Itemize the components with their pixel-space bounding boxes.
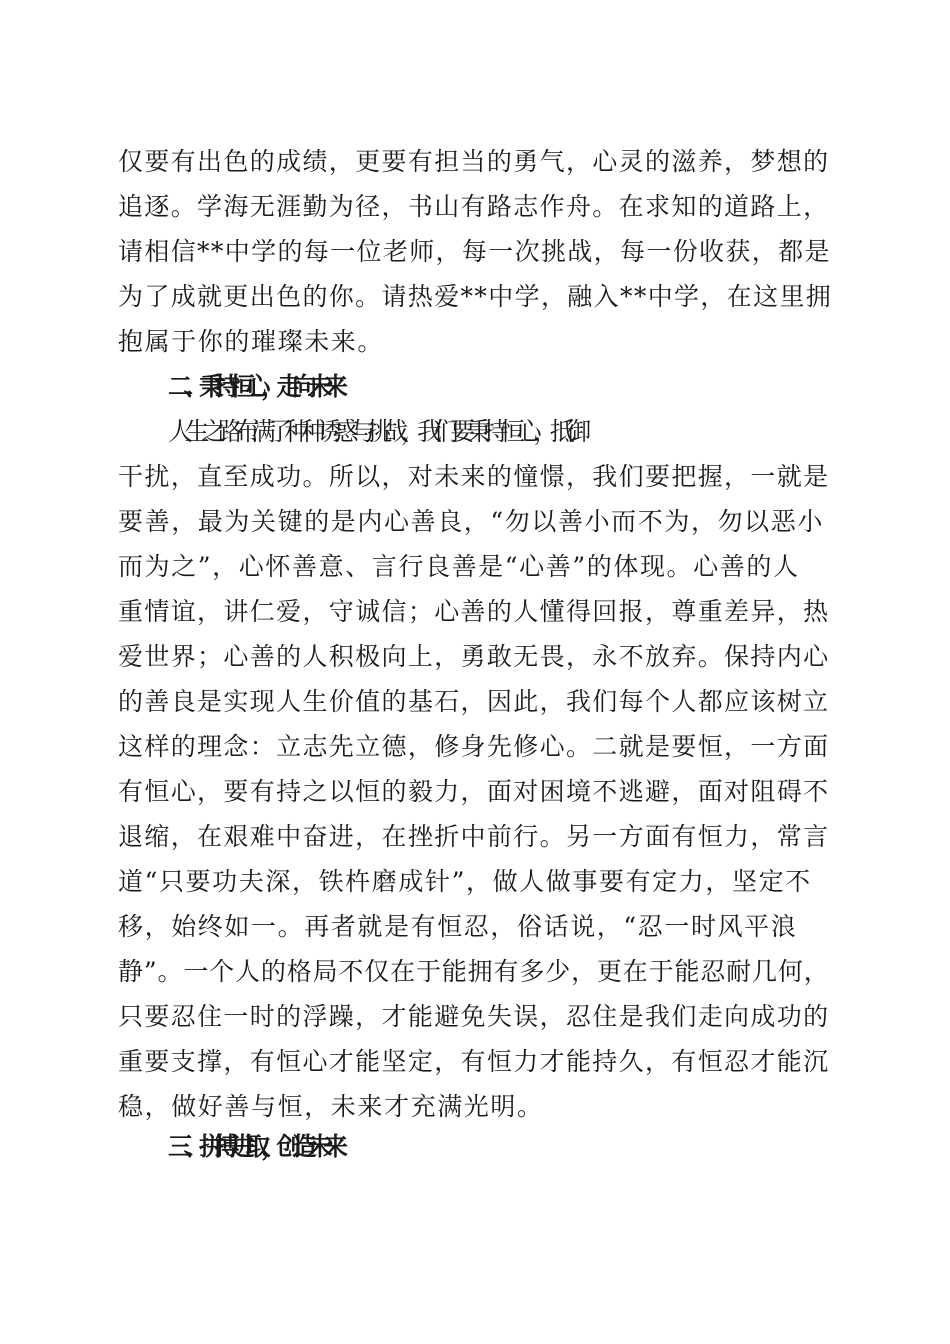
body-text-line: 只要忍住一时的浮躁，才能避免失误，忍住是我们走向成功的 xyxy=(118,1002,830,1031)
section-heading: 三、拼搏进取，创造未来 xyxy=(168,1132,339,1161)
body-text-line: 爱世界；心善的人积极向上，勇敢无畏，永不放弃。保持内心 xyxy=(118,642,830,671)
body-text-line: 抱属于你的璀璨未来。 xyxy=(118,327,385,356)
body-text-line: 移，始终如一。再者就是有恒忍，俗话说，“忍一时风平浪 xyxy=(118,912,798,941)
body-text-line: 仅要有出色的成绩，更要有担当的勇气，心灵的滋养，梦想的 xyxy=(118,147,830,176)
body-text-line: 干扰，直至成功。所以，对未来的憧憬，我们要把握，一就是 xyxy=(118,462,830,491)
body-text-line: 而为之”，心怀善意、言行良善是“心善”的体现。心善的人 xyxy=(118,552,800,581)
body-text-line: 追逐。学海无涯勤为径，书山有路志作舟。在求知的道路上， xyxy=(118,192,830,221)
body-text-line: 有恒心，要有持之以恒的毅力，面对困境不逃避，面对阻碍不 xyxy=(118,777,830,806)
body-text-line: 重情谊，讲仁爱，守诚信；心善的人懂得回报，尊重差异，热 xyxy=(118,597,830,626)
body-text-line: 这样的理念：立志先立德，修身先修心。二就是要恒，一方面 xyxy=(118,732,830,761)
body-text-line: 人生之路布满了种种诱惑与挑战，我们要秉持恒心，抵御 xyxy=(168,417,584,446)
body-text-line: 道“只要功夫深，铁杵磨成针”，做人做事要有定力，坚定不 xyxy=(118,867,812,896)
body-text-line: 重要支撑，有恒心才能坚定，有恒力才能持久，有恒忍才能沉 xyxy=(118,1047,830,1076)
body-text-line: 为了成就更出色的你。请热爱**中学，融入**中学，在这里拥 xyxy=(118,282,833,311)
body-text-line: 要善，最为关键的是内心善良，“勿以善小而不为，勿以恶小 xyxy=(118,507,824,536)
body-text-line: 退缩，在艰难中奋进，在挫折中前行。另一方面有恒力，常言 xyxy=(118,822,830,851)
body-text-line: 的善良是实现人生价值的基石，因此，我们每个人都应该树立 xyxy=(118,687,830,716)
body-text-line: 稳，做好善与恒，未来才充满光明。 xyxy=(118,1092,544,1121)
section-heading: 二、秉持恒心，走向未来 xyxy=(168,372,339,401)
body-text-line: 请相信**中学的每一位老师，每一次挑战，每一份收获，都是 xyxy=(118,237,831,266)
body-text-line: 静”。一个人的格局不仅在于能拥有多少，更在于能忍耐几何， xyxy=(118,957,830,986)
